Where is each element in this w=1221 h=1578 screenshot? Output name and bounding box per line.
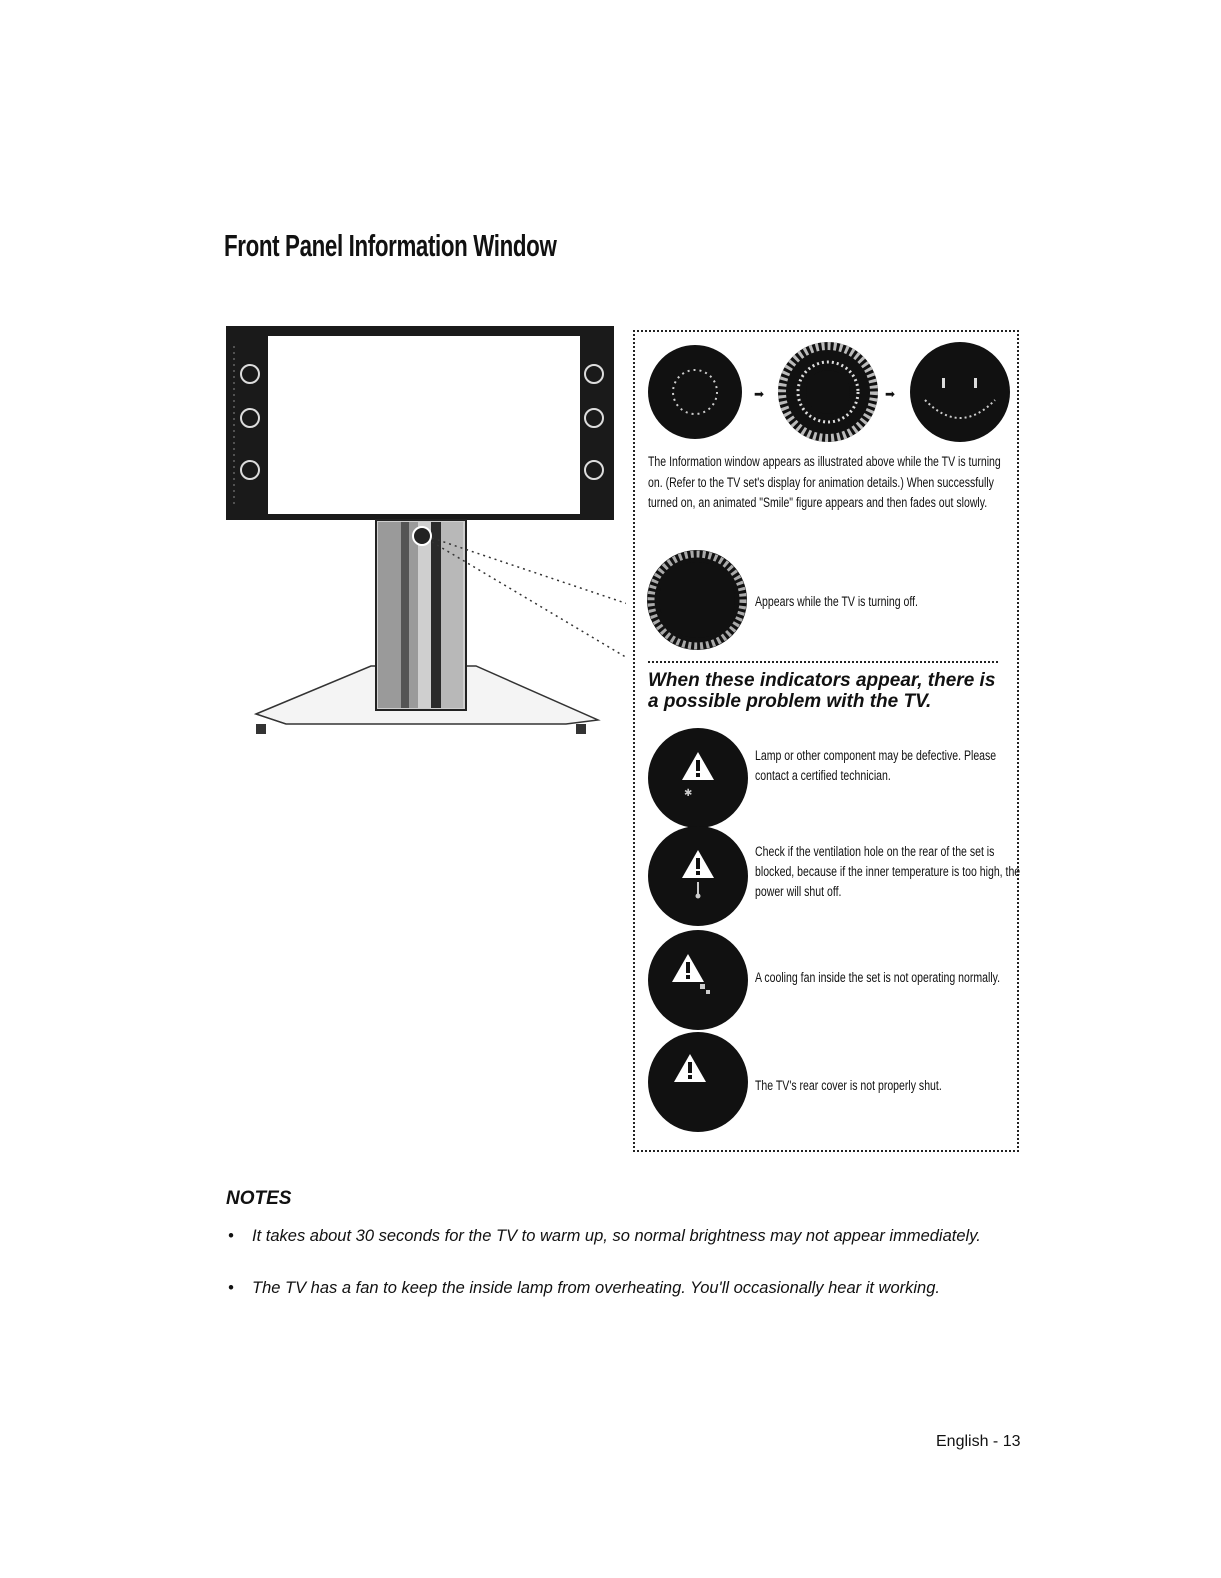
startup-animation-sequence (645, 338, 1015, 450)
warning-lamp-icon (648, 728, 748, 828)
indicator-fan-text: A cooling fan inside the set is not operating normally. (755, 970, 1001, 985)
startup-frame-2-icon (778, 342, 878, 442)
svg-text:✱: ✱ (684, 788, 693, 799)
note-text: The TV has a fan to keep the inside lamp from overheating. You'll occasionally hear it working. (252, 1279, 940, 1297)
warning-cover-icon (648, 1032, 748, 1132)
arrow-right-icon: ➡ (754, 387, 765, 401)
note-item (228, 1226, 1018, 1270)
problem-heading: When these indicators appear, there is a possible problem with the TV. (648, 670, 996, 712)
note-text: It takes about 30 seconds for the TV to warm up, so normal brightness may not appear immediately. (252, 1227, 981, 1245)
indicator-lamp-text: Lamp or other component may be defective. Please contact a certified technician. (755, 748, 997, 783)
bullet-icon: • (228, 1227, 234, 1245)
turning-off-caption: Appears while the TV is turning off. (755, 594, 918, 609)
tv-illustration (226, 326, 626, 746)
turning-off-icon (645, 548, 749, 652)
note-item (228, 1278, 1018, 1302)
indicator-cover-text: The TV's rear cover is not properly shut. (755, 1078, 942, 1093)
smile-face-icon (910, 342, 1010, 442)
warning-temperature-icon (648, 826, 748, 926)
panel-divider (648, 661, 998, 663)
indicator-temperature-text: Check if the ventilation hole on the rear of the set is blocked, because if the inner temperature is too high, the power will shut off. (755, 844, 1021, 899)
bullet-icon: • (228, 1279, 234, 1297)
startup-caption: The Information window appears as illustrated above while the TV is turning on. (Refer to the TV set's display for animation details.) When successfully turned on, an animated "Smile" figure appears and then fades out slowly. (648, 454, 1001, 510)
warning-fan-icon (648, 930, 748, 1030)
page-title: Front Panel Information Window (224, 228, 557, 263)
startup-frame-1-icon (648, 345, 742, 439)
notes-heading: NOTES (226, 1188, 292, 1209)
arrow-right-icon: ➡ (885, 387, 896, 401)
page-number: English - 13 (936, 1433, 1021, 1450)
